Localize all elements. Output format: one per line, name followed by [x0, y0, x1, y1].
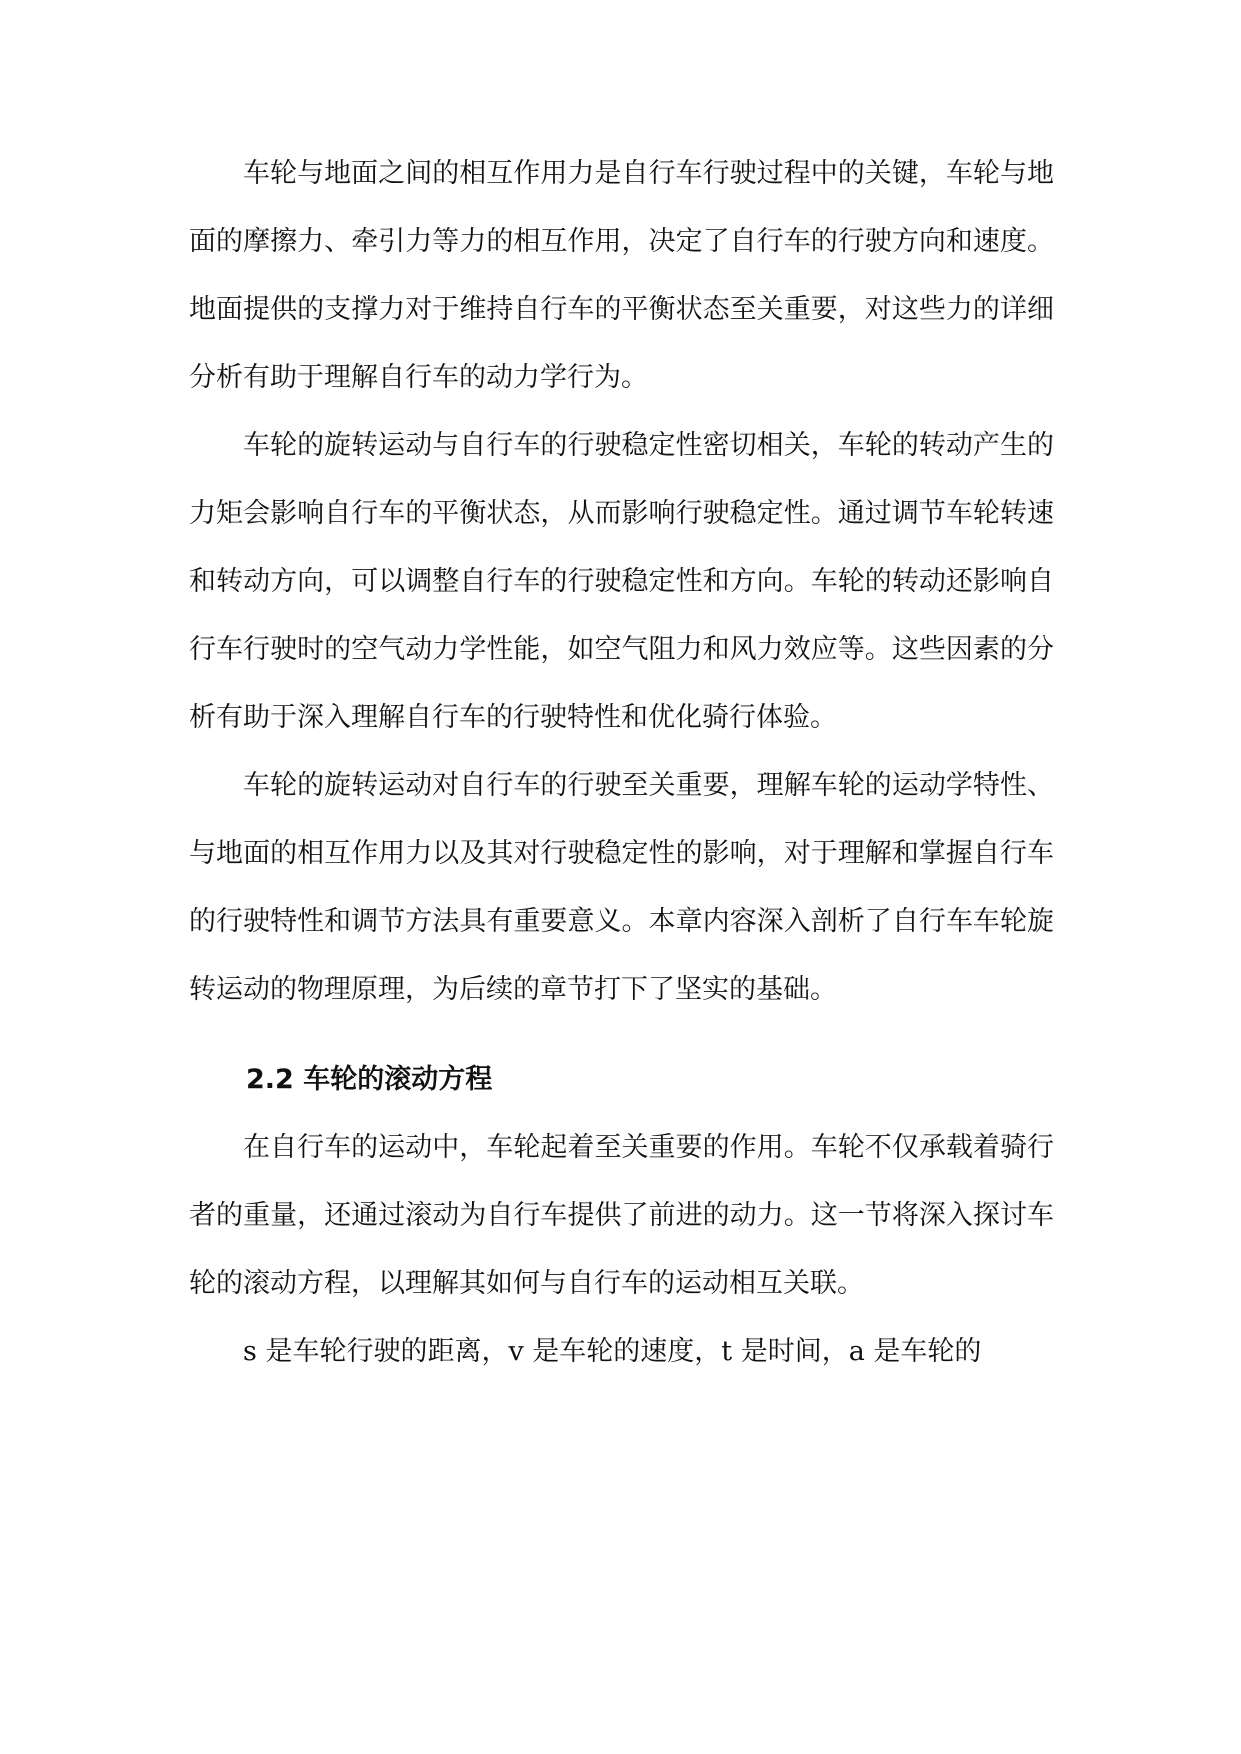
- document-body: [189, 140, 1054, 1386]
- paragraph-section-intro: 在自行车的运动中，车轮起着至关重要的作用。车轮不仅承载着骑行者的重量，还通过滚动为自行车提供了前进的动力。这一节将深入探讨车轮的滚动方程，以理解其如何与自行车的运动相互关联。: [189, 1132, 1054, 1299]
- paragraph-wheel-rotation-stability: 车轮的旋转运动与自行车的行驶稳定性密切相关，车轮的转动产生的力矩会影响自行车的平衡状态，从而影响行驶稳定性。通过调节车轮转速和转动方向，可以调整自行车的行驶稳定性和方向。车轮的转动还影响自行车行驶时的空气动力学性能，如空气阻力和风力效应等。这些因素的分析有助于深入理解自行车的行驶特性和优化骑行体验。: [189, 430, 1054, 733]
- paragraph-chapter-summary: 车轮的旋转运动对自行车的行驶至关重要，理解车轮的运动学特性、与地面的相互作用力以及其对行驶稳定性的影响，对于理解和掌握自行车的行驶特性和调节方法具有重要意义。本章内容深入剖析了自行车车轮旋转运动的物理原理，为后续的章节打下了坚实的基础。: [189, 770, 1054, 1005]
- paragraph-variable-definitions: s 是车轮行驶的距离，v 是车轮的速度，t 是时间，a 是车轮的: [243, 1336, 982, 1367]
- paragraph-wheel-ground-forces: 车轮与地面之间的相互作用力是自行车行驶过程中的关键，车轮与地面的摩擦力、牵引力等力的相互作用，决定了自行车的行驶方向和速度。地面提供的支撑力对于维持自行车的平衡状态至关重要，对这些力的详细分析有助于理解自行车的动力学行为。: [189, 158, 1054, 393]
- section-heading: 2.2 车轮的滚动方程: [246, 1064, 493, 1095]
